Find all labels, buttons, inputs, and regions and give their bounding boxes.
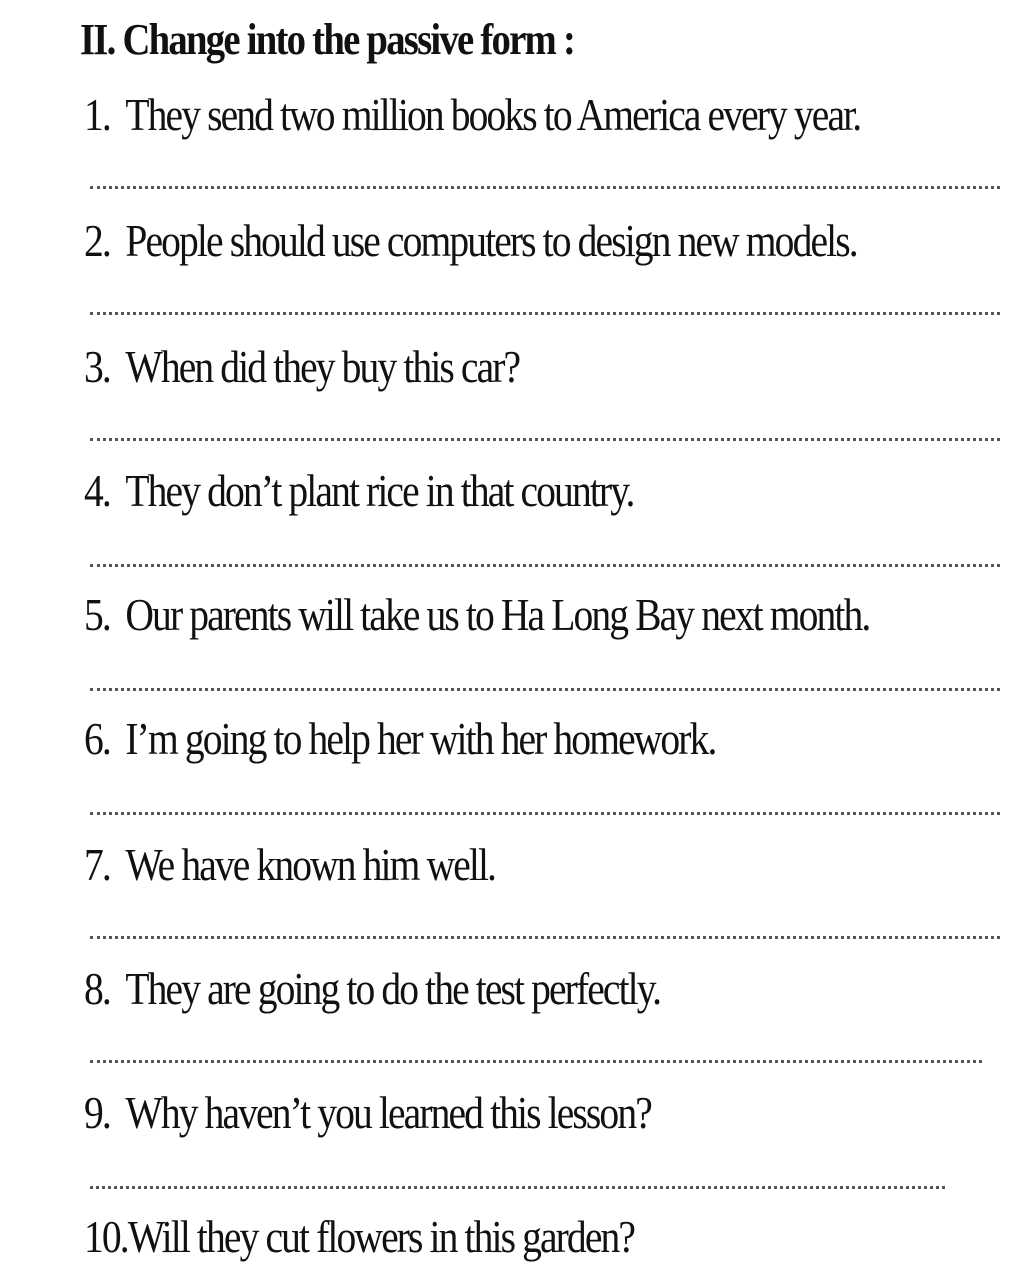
question-6	[84, 712, 715, 765]
question-3	[84, 340, 519, 393]
question-number: 3.	[84, 341, 110, 392]
question-number: 4.	[84, 465, 110, 516]
question-10	[84, 1210, 634, 1263]
answer-line-4[interactable]	[90, 564, 1000, 567]
question-number: 9.	[84, 1087, 110, 1138]
question-number: 7.	[84, 839, 110, 890]
question-4	[84, 464, 634, 517]
answer-line-7[interactable]	[90, 936, 1000, 939]
question-text: They send two million books to America every year.	[125, 89, 861, 140]
question-text: Will they cut flowers in this garden?	[127, 1211, 635, 1262]
answer-line-3[interactable]	[90, 438, 1000, 441]
answer-line-9[interactable]	[90, 1186, 945, 1189]
question-text: I’m going to help her with her homework.	[125, 713, 716, 764]
question-number: 10.	[84, 1211, 128, 1262]
question-number: 1.	[84, 89, 110, 140]
question-number: 2.	[84, 215, 110, 266]
answer-line-6[interactable]	[90, 812, 1000, 815]
question-text: They are going to do the test perfectly.	[125, 963, 661, 1014]
question-7	[84, 838, 495, 891]
question-1	[84, 88, 860, 141]
answer-line-8[interactable]	[90, 1060, 982, 1063]
question-text: We have known him well.	[125, 839, 496, 890]
question-text: Our parents will take us to Ha Long Bay next month.	[125, 589, 870, 640]
question-text: Why haven’t you learned this lesson?	[125, 1087, 651, 1138]
question-text: People should use computers to design new models.	[125, 215, 857, 266]
question-8	[84, 962, 660, 1015]
answer-line-1[interactable]	[90, 186, 1000, 189]
question-number: 8.	[84, 963, 110, 1014]
question-number: 5.	[84, 589, 110, 640]
question-number: 6.	[84, 713, 110, 764]
question-text: When did they buy this car?	[125, 341, 520, 392]
question-9	[84, 1086, 651, 1139]
answer-line-5[interactable]	[90, 688, 1000, 691]
exercise-heading: II. Change into the passive form :	[80, 15, 575, 64]
question-text: They don’t plant rice in that country.	[125, 465, 634, 516]
answer-line-2[interactable]	[90, 312, 1000, 315]
question-2	[84, 214, 857, 267]
question-5	[84, 588, 869, 641]
